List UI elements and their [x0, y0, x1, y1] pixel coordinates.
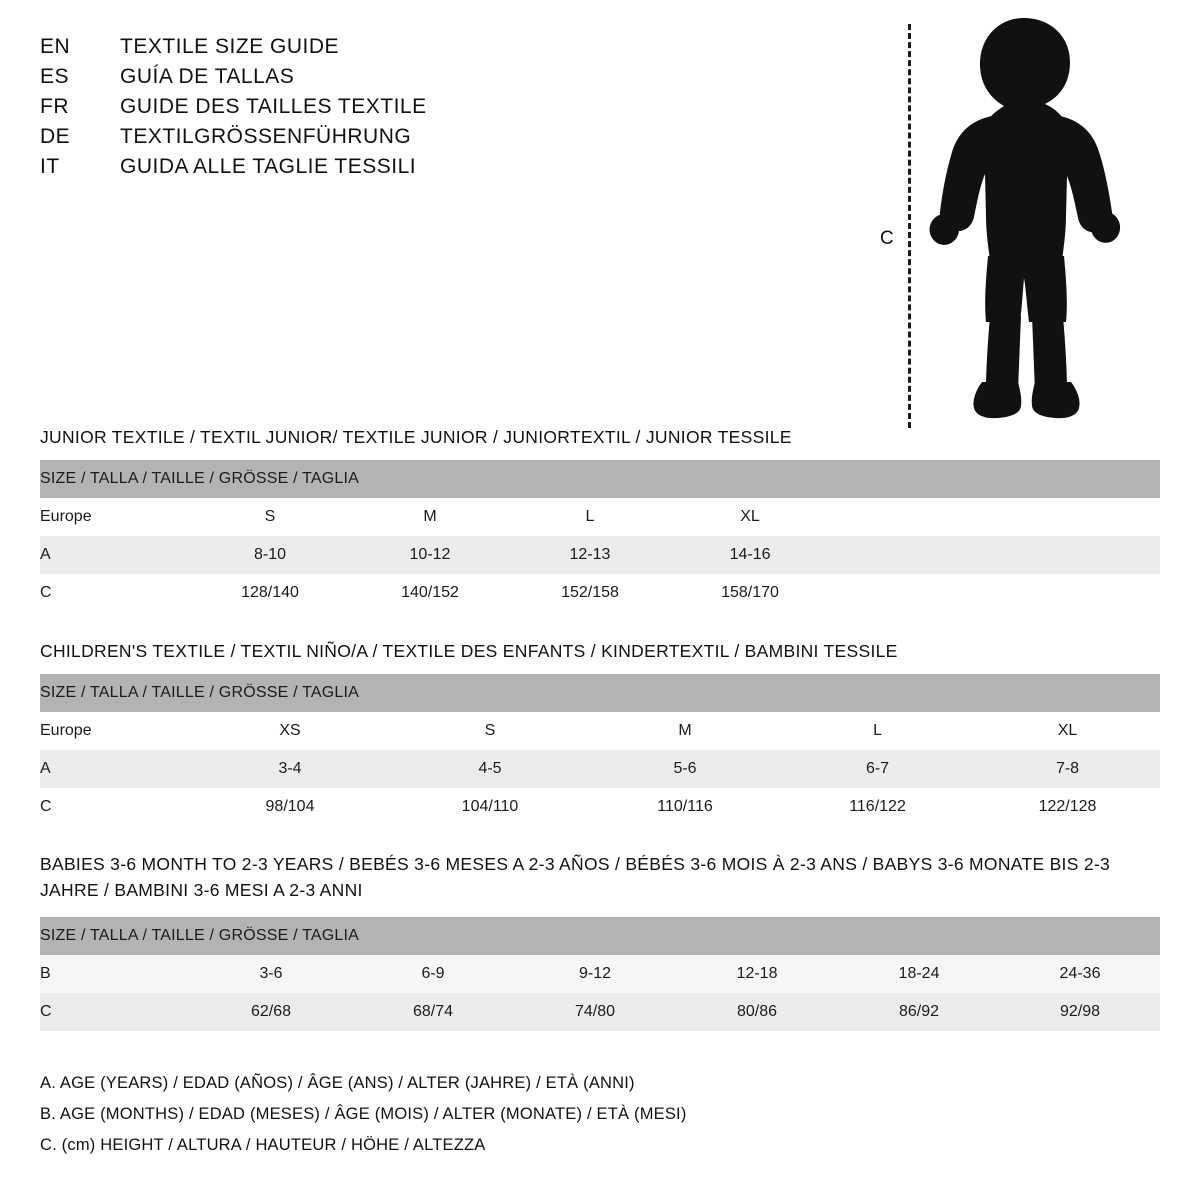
footnote-age-months: B. AGE (MONTHS) / EDAD (MESES) / ÂGE (MOIS) / ALTER (MONATE) / ETÀ (MESI) — [40, 1105, 687, 1123]
cell-value: 158/170 — [670, 574, 830, 612]
table-row — [40, 788, 1160, 826]
cell-value: S — [190, 498, 350, 536]
language-row-es — [40, 62, 600, 92]
row-label: A — [40, 536, 190, 574]
cell-value: 14-16 — [670, 536, 830, 574]
cell-value: 24-36 — [1000, 955, 1160, 993]
footnote-height: C. (cm) HEIGHT / ALTURA / HAUTEUR / HÖHE / ALTEZZA — [40, 1136, 486, 1154]
language-title-en: TEXTILE SIZE GUIDE — [120, 35, 340, 58]
footnote-age-years: A. AGE (YEARS) / EDAD (AÑOS) / ÂGE (ANS) / ALTER (JAHRE) / ETÀ (ANNI) — [40, 1074, 635, 1092]
table-row — [40, 750, 1160, 788]
language-row-it — [40, 152, 600, 182]
cell-value: M — [590, 712, 780, 750]
row-label: A — [40, 750, 190, 788]
section-children-title: CHILDREN'S TEXTILE / TEXTIL NIÑO/A / TEXTILE DES ENFANTS / KINDERTEXTIL / BAMBINI TESSILE — [40, 641, 898, 661]
cell-value: 10-12 — [350, 536, 510, 574]
table-header-row — [40, 917, 1160, 955]
spacer-cell — [830, 460, 1160, 498]
cell-value: 128/140 — [190, 574, 350, 612]
cell-value: L — [780, 712, 975, 750]
cell-value: 3-6 — [190, 955, 352, 993]
cell-value: 5-6 — [590, 750, 780, 788]
babies-size-table — [40, 917, 1160, 1031]
spacer-cell — [514, 917, 1160, 955]
section-babies-title: BABIES 3-6 MONTH TO 2-3 YEARS / BEBÉS 3-6 MESES A 2-3 AÑOS / BÉBÉS 3-6 MOIS À 2-3 ANS / BABYS 3-6 MONATE BIS 2-3 JAHRE / BAMBINI 3-6 MESI A 2-3 ANNI — [40, 854, 1111, 900]
cell-value: 9-12 — [514, 955, 676, 993]
cell-value: 104/110 — [390, 788, 590, 826]
cell-value: 62/68 — [190, 993, 352, 1031]
footnotes-block — [40, 1068, 1160, 1161]
section-children — [40, 638, 1160, 826]
table-header-row — [40, 674, 1160, 712]
cell-value: 98/104 — [190, 788, 390, 826]
cell-value: 152/158 — [510, 574, 670, 612]
row-label: B — [40, 955, 190, 993]
cell-value: XL — [670, 498, 830, 536]
cell-value: 68/74 — [352, 993, 514, 1031]
cell-value: 7-8 — [975, 750, 1160, 788]
cell-value: 140/152 — [350, 574, 510, 612]
language-title-fr: GUIDE DES TAILLES TEXTILE — [120, 95, 427, 118]
language-row-de — [40, 122, 600, 152]
spacer-cell — [830, 498, 1160, 536]
row-label: C — [40, 788, 190, 826]
row-label: C — [40, 993, 190, 1031]
section-junior — [40, 424, 1160, 612]
language-code-de: DE — [40, 125, 71, 148]
language-row-en — [40, 32, 600, 62]
babies-table-header: SIZE / TALLA / TAILLE / GRÖSSE / TAGLIA — [40, 917, 514, 955]
cell-value: L — [510, 498, 670, 536]
cell-value: 74/80 — [514, 993, 676, 1031]
height-marker-label: C — [880, 228, 894, 249]
cell-value: 6-7 — [780, 750, 975, 788]
cell-value: 12-13 — [510, 536, 670, 574]
cell-value: XS — [190, 712, 390, 750]
cell-value: M — [350, 498, 510, 536]
row-label: Europe — [40, 712, 190, 750]
cell-value: 3-4 — [190, 750, 390, 788]
row-label: C — [40, 574, 190, 612]
language-code-it: IT — [40, 155, 60, 178]
spacer-cell — [830, 536, 1160, 574]
spacer-cell — [830, 574, 1160, 612]
cell-value: 86/92 — [838, 993, 1000, 1031]
language-title-es: GUÍA DE TALLAS — [120, 65, 295, 88]
child-figure-area — [880, 10, 1140, 430]
table-row — [40, 574, 1160, 612]
junior-size-table — [40, 460, 1160, 612]
cell-value: XL — [975, 712, 1160, 750]
language-title-it: GUIDA ALLE TAGLIE TESSILI — [120, 155, 417, 178]
table-row — [40, 536, 1160, 574]
cell-value: 110/116 — [590, 788, 780, 826]
cell-value: S — [390, 712, 590, 750]
child-silhouette-icon — [928, 16, 1128, 426]
language-code-es: ES — [40, 65, 70, 88]
table-row — [40, 498, 1160, 536]
cell-value: 92/98 — [1000, 993, 1160, 1031]
language-code-fr: FR — [40, 95, 69, 118]
cell-value: 12-18 — [676, 955, 838, 993]
table-row — [40, 955, 1160, 993]
junior-table-header: SIZE / TALLA / TAILLE / GRÖSSE / TAGLIA — [40, 460, 830, 498]
section-junior-title: JUNIOR TEXTILE / TEXTIL JUNIOR/ TEXTILE JUNIOR / JUNIORTEXTIL / JUNIOR TESSILE — [40, 427, 792, 447]
language-title-de: TEXTILGRÖSSENFÜHRUNG — [120, 125, 412, 148]
language-code-en: EN — [40, 35, 71, 58]
section-babies — [40, 851, 1160, 1031]
height-dashed-line — [908, 24, 911, 428]
table-row — [40, 993, 1160, 1031]
cell-value: 6-9 — [352, 955, 514, 993]
children-size-table — [40, 674, 1160, 826]
cell-value: 18-24 — [838, 955, 1000, 993]
language-row-fr — [40, 92, 600, 122]
cell-value: 116/122 — [780, 788, 975, 826]
language-title-block — [40, 32, 600, 182]
cell-value: 4-5 — [390, 750, 590, 788]
cell-value: 8-10 — [190, 536, 350, 574]
cell-value: 80/86 — [676, 993, 838, 1031]
spacer-cell — [590, 674, 1160, 712]
table-header-row — [40, 460, 1160, 498]
table-row — [40, 712, 1160, 750]
cell-value: 122/128 — [975, 788, 1160, 826]
children-table-header: SIZE / TALLA / TAILLE / GRÖSSE / TAGLIA — [40, 674, 590, 712]
row-label: Europe — [40, 498, 190, 536]
